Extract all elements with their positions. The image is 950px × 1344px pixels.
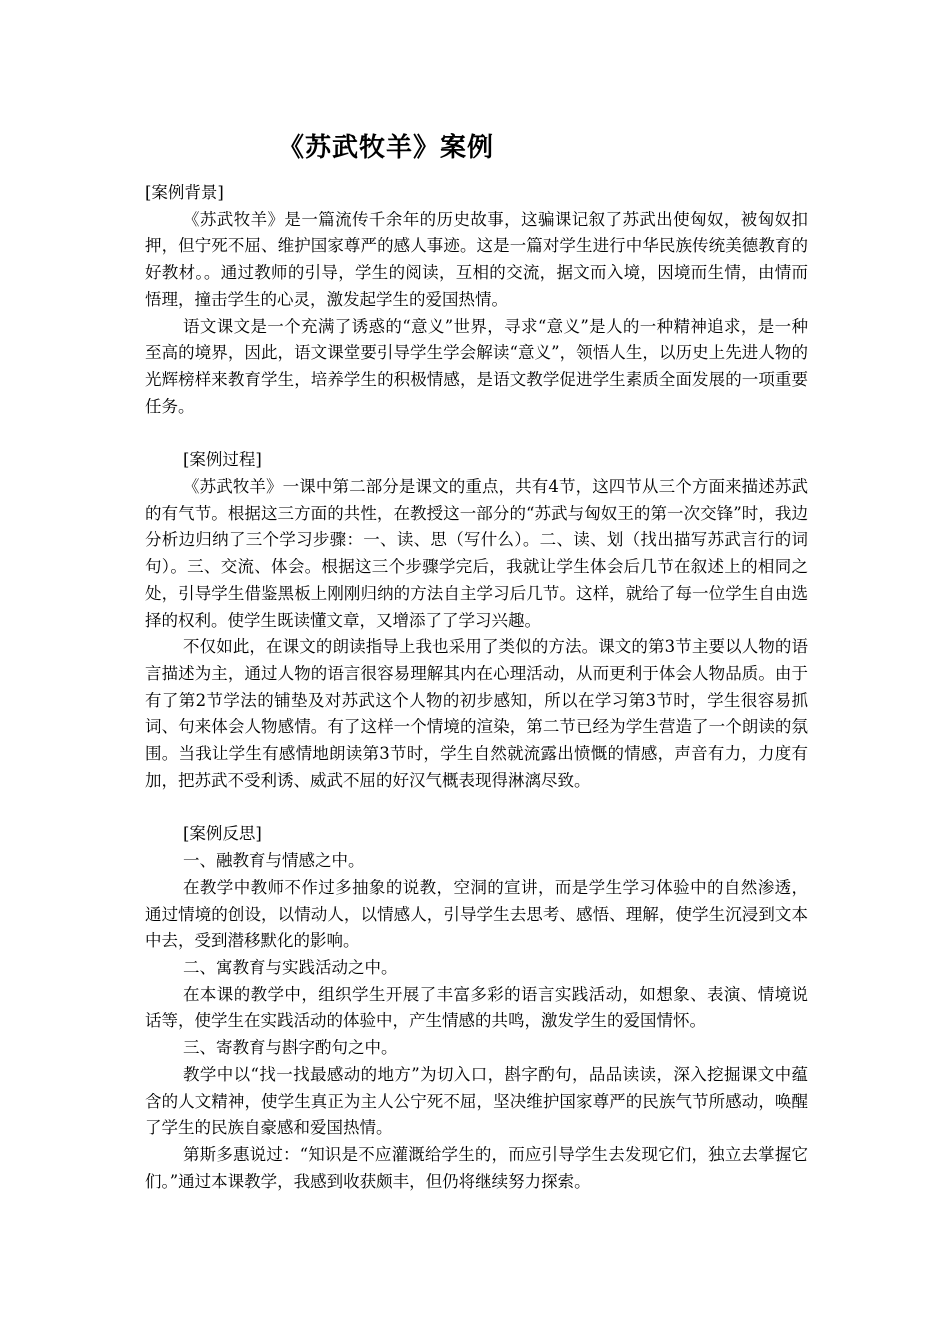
section-spacer [145, 794, 808, 821]
background-paragraph-2: 语文课文是一个充满了诱惑的“意义”世界，寻求“意义”是人的一种精神追求，是一种至高的境界，因此，语文课堂要引导学生学会解读“意义”，领悟人生，以历史上先进人物的光辉榜样来教育学生，培养学生的积极情感，是语文教学促进学生素质全面发展的一项重要任务。 [145, 316, 808, 416]
process-paragraph-1: 《苏武牧羊》一课中第二部分是课文的重点，共有4节，这四节从三个方面来描述苏武的有气节。根据这三方面的共性，在教授这一部分的“苏武与匈奴王的第一次交锋”时，我边分析边归纳了三个学习步骤：一、读、思（写什么）。二、读、划（找出描写苏武言行的词句）。三、交流、体会。根据这三个步骤学完后，我就让学生体会后几节在叙述上的相同之处，引导学生借鉴黑板上刚刚归纳的方法自主学习后几节。这样，就给了每一位学生自由选择的权利。使学生既读懂文章，又增添了了学习兴趣。 [145, 477, 808, 630]
process-paragraph-2: 不仅如此，在课文的朗读指导上我也采用了类似的方法。课文的第3节主要以人物的语言描述为主，通过人物的语言很容易理解其内在心理活动，从而更利于体会人物品质。由于有了第2节学法的铺垫及对苏武这个人物的初步感知，所以在学习第3节时，学生很容易抓词、句来体会人物感情。有了这样一个情境的渲染，第二节已经为学生营造了一个朗读的氛围。当我让学生有感情地朗读第3节时，学生自然就流露出愤慨的情感，声音有力，力度有加，把苏武不受利诱、威武不屈的好汉气概表现得淋漓尽致。 [145, 637, 808, 790]
reflection-paragraph-1: 在教学中教师不作过多抽象的说教，空洞的宣讲，而是学生学习体验中的自然渗透，通过情境的创设，以情动人，以情感人，引导学生去思考、感悟、理解，使学生沉浸到文本中去，受到潜移默化的影响。 [145, 877, 808, 951]
reflection-paragraph-2: 在本课的教学中，组织学生开展了丰富多彩的语言实践活动，如想象、表演、情境说话等，使学生在实践活动的体验中，产生情感的共鸣，激发学生的爱国情怀。 [145, 984, 808, 1031]
reflection-subheading-2: 二、寓教育与实践活动之中。 [183, 957, 398, 977]
section-spacer [145, 420, 808, 447]
section-heading-process: [案例过程] [183, 450, 262, 470]
reflection-subheading-3: 三、寄教育与斟字酌句之中。 [183, 1038, 398, 1058]
background-paragraph-1: 《苏武牧羊》是一篇流传千余年的历史故事，这骗课记叙了苏武出使匈奴，被匈奴扣押，但宁死不屈、维护国家尊严的感人事迹。这是一篇对学生进行中华民族传统美德教育的好教材。。通过教师的引导，学生的阅读，互相的交流，据文而入境，因境而生情，由情而悟理，撞击学生的心灵，激发起学生的爱国热情。 [145, 209, 808, 309]
reflection-subheading-1: 一、融教育与情感之中。 [183, 851, 365, 871]
closing-paragraph: 第斯多惠说过：“知识是不应灌溉给学生的，而应引导学生去发现它们，独立去掌握它们。”通过本课教学，我感到收获颇丰，但仍将继续努力探索。 [145, 1144, 808, 1191]
section-heading-reflection: [案例反思] [183, 824, 262, 844]
section-heading-background: [案例背景] [145, 183, 224, 202]
document-title: 《苏武牧羊》案例 [278, 133, 495, 163]
reflection-paragraph-3: 教学中以“找一找最感动的地方”为切入口，斟字酌句，品品读读，深入挖掘课文中蕴含的人文精神，使学生真正为主人公宁死不屈，坚决维护国家尊严的民族气节所感动，唤醒了学生的民族自豪感和爱国热情。 [145, 1064, 808, 1138]
document-body [145, 128, 808, 1195]
